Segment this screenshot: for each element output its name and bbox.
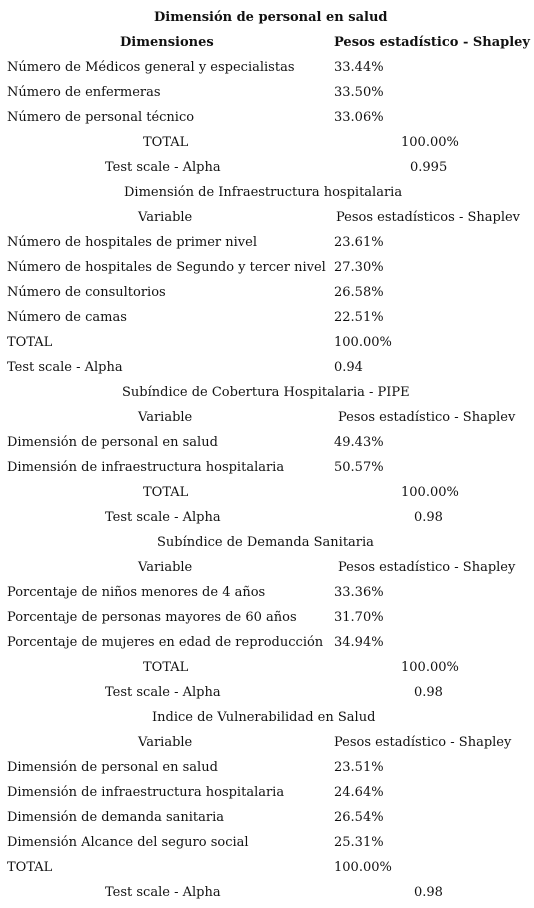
alpha-label: Test scale - Alpha: [105, 160, 221, 175]
total-row: [0, 655, 534, 680]
column-header-label: Variable: [138, 560, 193, 575]
total-row: [0, 130, 534, 155]
row-label: Dimensión Alcance del seguro social: [7, 835, 249, 850]
alpha-label: Test scale - Alpha: [7, 360, 123, 375]
table-row: [0, 80, 534, 105]
row-value: 33.36%: [334, 585, 384, 600]
column-header-label: Variable: [138, 210, 193, 225]
table-header-row: [0, 730, 534, 755]
row-value: 34.94%: [334, 635, 384, 650]
table-row: [0, 55, 534, 80]
total-value: 100.00%: [334, 860, 392, 875]
alpha-label: Test scale - Alpha: [105, 885, 221, 900]
column-header-label: Variable: [138, 735, 193, 750]
row-label: Porcentaje de personas mayores de 60 años: [7, 610, 297, 625]
alpha-value: 0.995: [410, 160, 448, 175]
column-header-weight: Pesos estadístico - Shaplev: [338, 410, 516, 425]
total-label: TOTAL: [143, 135, 189, 150]
column-header-label: Dimensiones: [120, 35, 214, 50]
section-title-text: Dimensión de Infraestructura hospitalaria: [124, 185, 403, 200]
column-header-weight: Pesos estadísticos - Shaplev: [336, 210, 521, 225]
row-label: Dimensión de personal en salud: [7, 435, 218, 450]
table-row: [0, 430, 534, 455]
column-header-weight: Pesos estadístico - Shapley: [338, 560, 516, 575]
section-title: [0, 180, 534, 205]
row-label: Número de enfermeras: [7, 85, 161, 100]
table-row: [0, 605, 534, 630]
alpha-value: 0.98: [414, 685, 443, 700]
table-row: [0, 780, 534, 805]
alpha-row: [0, 880, 534, 905]
row-label: Número de hospitales de Segundo y tercer nivel: [7, 260, 326, 275]
row-value: 31.70%: [334, 610, 384, 625]
total-value: 100.00%: [401, 135, 459, 150]
total-label: TOTAL: [7, 860, 53, 875]
row-value: 27.30%: [334, 260, 384, 275]
table-row: [0, 580, 534, 605]
total-label: TOTAL: [143, 660, 189, 675]
section-title-text: Indice de Vulnerabilidad en Salud: [152, 710, 376, 725]
alpha-value: 0.94: [334, 360, 363, 375]
row-value: 22.51%: [334, 310, 384, 325]
section-title: [0, 530, 534, 555]
section-title: [0, 705, 534, 730]
row-value: 33.50%: [334, 85, 384, 100]
row-label: Porcentaje de mujeres en edad de reproducción: [7, 635, 324, 650]
table-row: [0, 805, 534, 830]
row-label: Dimensión de infraestructura hospitalaria: [7, 785, 285, 800]
alpha-label: Test scale - Alpha: [105, 510, 221, 525]
document-title-text: Dimensión de personal en salud: [154, 10, 388, 25]
table-header-row: [0, 405, 534, 430]
table-row: [0, 630, 534, 655]
section-title: [0, 380, 534, 405]
total-label: TOTAL: [143, 485, 189, 500]
total-value: 100.00%: [334, 335, 392, 350]
row-label: Dimensión de personal en salud: [7, 760, 218, 775]
row-label: Número de Médicos general y especialistas: [7, 60, 295, 75]
row-value: 23.61%: [334, 235, 384, 250]
row-label: Porcentaje de niños menores de 4 años: [7, 585, 266, 600]
row-label: Dimensión de demanda sanitaria: [7, 810, 225, 825]
total-label: TOTAL: [7, 335, 53, 350]
table-row: [0, 280, 534, 305]
alpha-row: [0, 680, 534, 705]
row-value: 25.31%: [334, 835, 384, 850]
row-value: 26.58%: [334, 285, 384, 300]
row-value: 50.57%: [334, 460, 384, 475]
alpha-row: [0, 355, 534, 380]
table-row: [0, 255, 534, 280]
table-header-row: [0, 555, 534, 580]
section-title-text: Subíndice de Cobertura Hospitalaria - PIPE: [122, 385, 410, 400]
row-value: 26.54%: [334, 810, 384, 825]
total-row: [0, 855, 534, 880]
total-value: 100.00%: [401, 485, 459, 500]
row-value: 33.44%: [334, 60, 384, 75]
column-header-weight: Pesos estadístico - Shapley: [334, 735, 512, 750]
total-row: [0, 480, 534, 505]
alpha-row: [0, 505, 534, 530]
row-label: Número de hospitales de primer nivel: [7, 235, 258, 250]
total-value: 100.00%: [401, 660, 459, 675]
table-row: [0, 455, 534, 480]
alpha-label: Test scale - Alpha: [105, 685, 221, 700]
alpha-value: 0.98: [414, 510, 443, 525]
table-row: [0, 830, 534, 855]
table-row: [0, 305, 534, 330]
row-value: 23.51%: [334, 760, 384, 775]
row-value: 33.06%: [334, 110, 384, 125]
table-row: [0, 755, 534, 780]
total-row: [0, 330, 534, 355]
document-title: [0, 5, 534, 30]
row-value: 24.64%: [334, 785, 384, 800]
row-label: Número de consultorios: [7, 285, 166, 300]
column-header-weight: Pesos estadístico - Shapley: [334, 35, 530, 50]
table-row: [0, 230, 534, 255]
table-header-row: [0, 30, 534, 55]
alpha-row: [0, 155, 534, 180]
row-label: Dimensión de infraestructura hospitalaria: [7, 460, 285, 475]
row-value: 49.43%: [334, 435, 384, 450]
row-label: Número de personal técnico: [7, 110, 195, 125]
section-title-text: Subíndice de Demanda Sanitaria: [157, 535, 374, 550]
alpha-value: 0.98: [414, 885, 443, 900]
column-header-label: Variable: [138, 410, 193, 425]
row-label: Número de camas: [7, 310, 127, 325]
table-header-row: [0, 205, 534, 230]
table-row: [0, 105, 534, 130]
